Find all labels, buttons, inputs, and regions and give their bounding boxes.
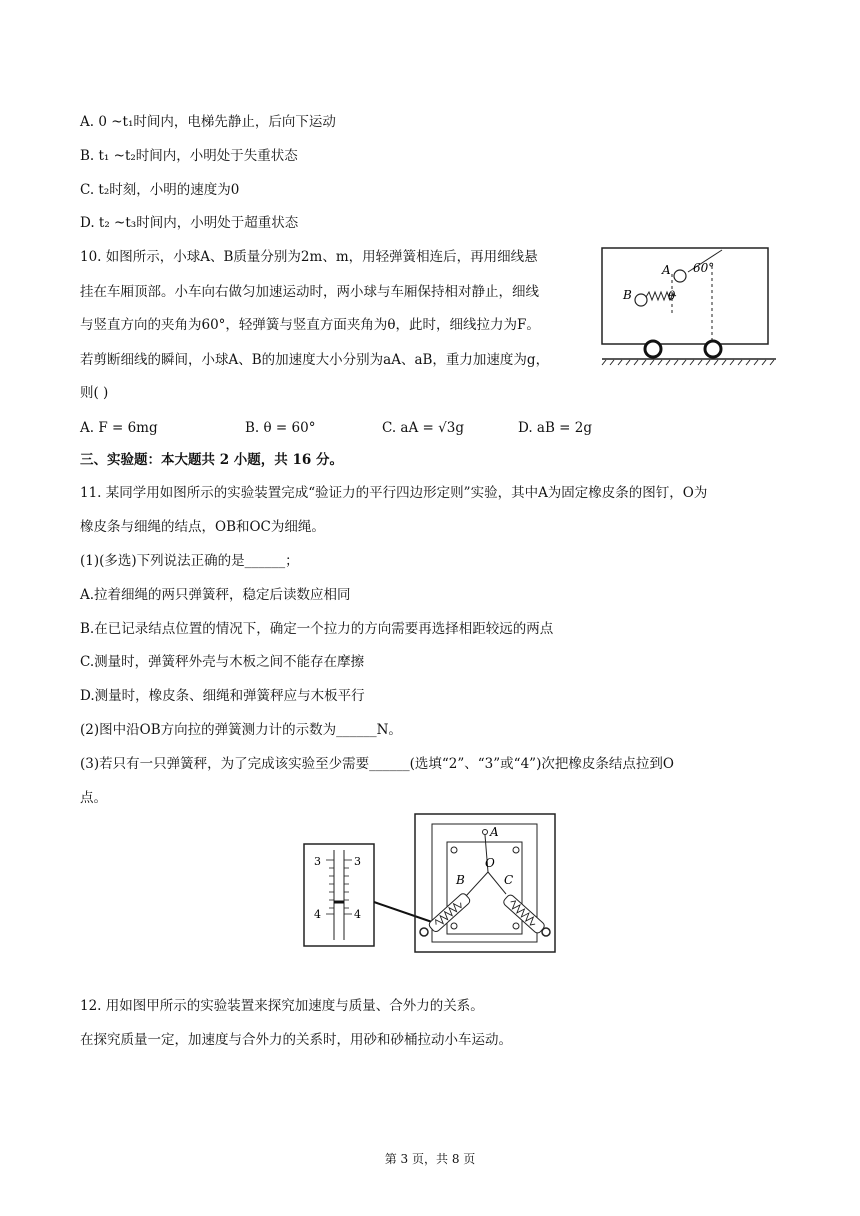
q11-option-a: A.拉着细绳的两只弹簧秤，稳定后读数应相同 — [80, 587, 351, 603]
q11-line-1: 11. 某同学用如图所示的实验装置完成“验证力的平行四边形定则”实验，其中A为固定橡皮条的图钉，O为 — [80, 485, 708, 501]
q11-label-b: B — [456, 873, 465, 887]
q10-line-3: 与竖直方向的夹角为60°，轻弹簧与竖直方面夹角为θ，此时，细线拉力为F。 — [80, 317, 540, 333]
q10-line-5: 则( ) — [80, 385, 109, 401]
q11-sub-3: (3)若只有一只弹簧秤，为了完成该实验至少需要______(选填“2”、“3”或“4”)次把橡皮条结点拉到O — [80, 756, 674, 772]
q10-label-theta: θ — [668, 289, 676, 303]
q10-line-1: 10. 如图所示，小球A、B质量分别为2m、m，用轻弹簧相连后，再用细线悬 — [80, 249, 538, 265]
q10-label-a: A — [662, 263, 671, 277]
scale-label-3-left: 3 — [314, 855, 321, 868]
scale-label-3-right: 3 — [354, 855, 361, 868]
q11-option-b: B.在已记录结点位置的情况下，确定一个拉力的方向需要再选择相距较远的两点 — [80, 621, 554, 637]
q10-line-2: 挂在车厢顶部。小车向右做匀加速运动时，两小球与车厢保持相对静止，细线 — [80, 284, 539, 300]
q11-label-c: C — [504, 873, 514, 887]
q11-sub-3-cont: 点。 — [80, 790, 107, 806]
q11-experiment-figure — [300, 810, 560, 956]
q9-option-c: C. t₂时刻，小明的速度为0 — [80, 182, 240, 198]
q10-label-60: 60° — [693, 261, 715, 275]
q11-label-a: A — [490, 825, 499, 839]
q10-option-a: A. F = 6mg — [80, 420, 158, 436]
q11-label-o: O — [485, 856, 495, 870]
q9-option-a: A. 0 ~t₁时间内，电梯先静止，后向下运动 — [80, 114, 336, 130]
scale-label-4-right: 4 — [354, 908, 361, 921]
q9-option-b: B. t₁ ~t₂时间内，小明处于失重状态 — [80, 148, 298, 164]
q10-line-4: 若剪断细线的瞬间，小球A、B的加速度大小分别为aA、aB，重力加速度为g， — [80, 352, 550, 368]
q11-line-2: 橡皮条与细绳的结点，OB和OC为细绳。 — [80, 519, 325, 535]
q11-option-c: C.测量时，弹簧秤外壳与木板之间不能存在摩擦 — [80, 654, 365, 670]
q12-line-2: 在探究质量一定，加速度与合外力的关系时，用砂和砂桶拉动小车运动。 — [80, 1032, 512, 1048]
q11-option-d: D.测量时，橡皮条、细绳和弹簧秤应与木板平行 — [80, 688, 365, 704]
page-footer: 第 3 页，共 8 页 — [384, 1152, 476, 1166]
q10-option-d: D. aB = 2g — [518, 420, 593, 436]
q10-label-b: B — [623, 288, 632, 302]
q11-sub-2: (2)图中沿OB方向拉的弹簧测力计的示数为______N。 — [80, 722, 402, 738]
q9-option-d: D. t₂ ~t₃时间内，小明处于超重状态 — [80, 215, 299, 231]
section-heading: 三、实验题：本大题共 2 小题，共 16 分。 — [80, 452, 343, 468]
q11-sub-1: (1)(多选)下列说法正确的是______； — [80, 553, 299, 569]
q10-option-c: C. aA = √3g — [382, 420, 464, 436]
scale-label-4-left: 4 — [314, 908, 321, 921]
q12-line-1: 12. 用如图甲所示的实验装置来探究加速度与质量、合外力的关系。 — [80, 998, 484, 1014]
q10-cart-figure — [598, 244, 778, 366]
q10-option-b: B. θ = 60° — [245, 420, 316, 436]
